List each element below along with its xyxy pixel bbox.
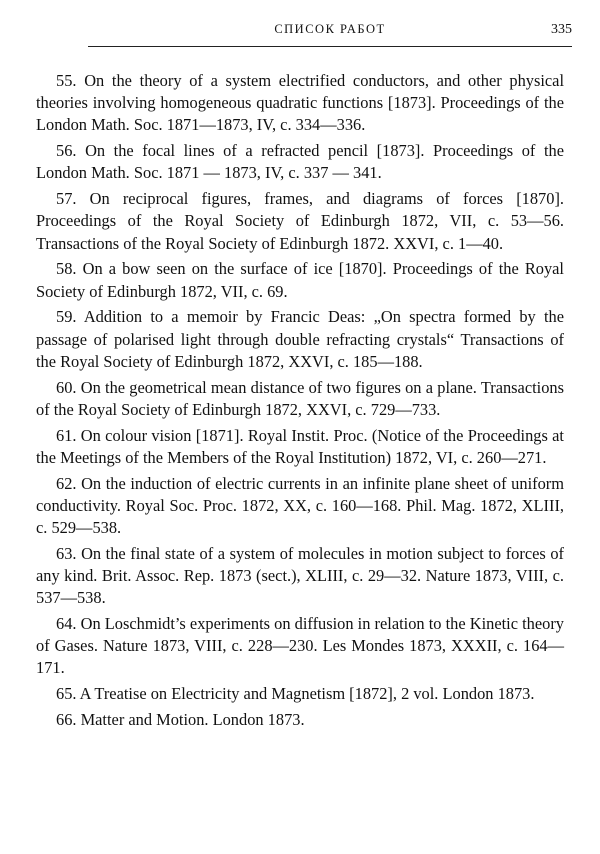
running-head: СПИСОК РАБОТ [274,22,386,36]
bibliography-entry-59: 59. Addition to a memoir by Francic Deas: „On spectra formed by the passage of polarised light through double refracting crystals“ Transactions of the Royal Society of Edinburgh 1872, XXVI, c. 185—188. [36,307,564,371]
bibliography-list [36,70,564,735]
page-header [88,22,572,44]
bibliography-entry-61: 61. On colour vision [1871]. Royal Instit. Proc. (Notice of the Proceedings at the Meetings of the Members of the Royal Institution) 1872, VI, c. 260—271. [36,425,564,467]
bibliography-entry-60: 60. On the geometrical mean distance of two figures on a plane. Transactions of the Royal Society of Edinburgh 1872, XXVI, c. 729—733. [36,377,564,419]
bibliography-entry-58: 58. On a bow seen on the surface of ice [1870]. Proceedings of the Royal Society of Edinburgh 1872, VII, c. 69. [36,259,564,301]
bibliography-entry-66: 66. Matter and Motion. London 1873. [56,710,305,730]
bibliography-entry-56: 56. On the focal lines of a refracted pencil [1873]. Proceedings of the London Math. Soc. 1871 — 1873, IV, c. 337 — 341. [36,141,564,183]
bibliography-entry-65: 65. A Treatise on Electricity and Magnetism [1872], 2 vol. London 1873. [56,684,535,704]
header-rule [88,46,572,47]
bibliography-entry-63: 63. On the final state of a system of molecules in motion subject to forces of any kind. Brit. Assoc. Rep. 1873 (sect.), XLIII, c. 29—32. Nature 1873, VIII, c. 537—538. [36,543,564,608]
bibliography-entry-62: 62. On the induction of electric currents in an infinite plane sheet of uniform conductivity. Royal Soc. Proc. 1872, XX, c. 160—168. Phil. Mag. 1872, XLIII, c. 529—538. [36,473,564,538]
bibliography-entry-64: 64. On Loschmidt’s experiments on diffusion in relation to the Kinetic theory of Gases. Nature 1873, VIII, c. 228—230. Les Mondes 1873, XXXII, c. 164—171. [36,614,564,678]
bibliography-entry-55: 55. On the theory of a system electrified conductors, and other physical theories involving homogeneous quadratic functions [1873]. Proceedings of the London Math. Soc. 1871—1873, IV, c. 334—336. [36,71,564,135]
page-number: 335 [551,22,572,37]
bibliography-entry-57: 57. On reciprocal figures, frames, and diagrams of forces [1870]. Proceedings of the Royal Society of Edinburgh 1872, VII, c. 53—56. Transactions of the Royal Society of Edinburgh 1872. XXVI, c. 1—40. [36,189,564,253]
